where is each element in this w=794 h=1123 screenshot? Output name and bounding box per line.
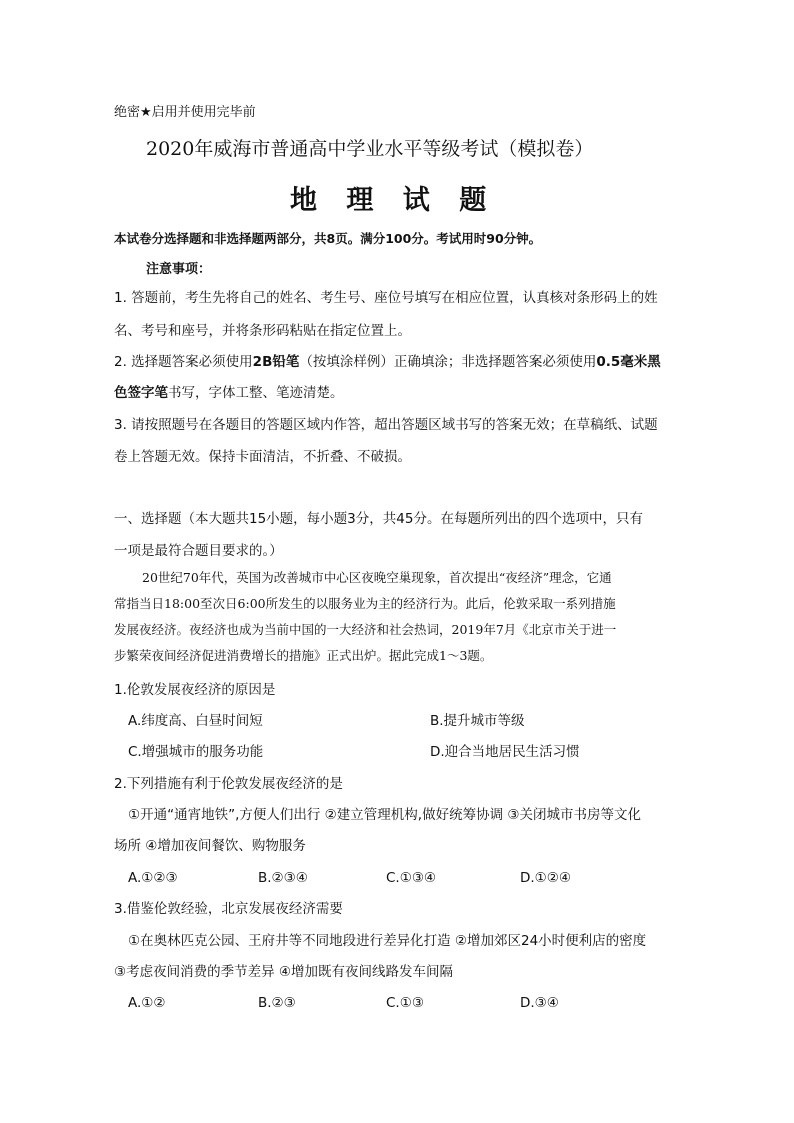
question-2-option-a: A.①②③ [128,870,178,886]
question-3-stem: 3.借鉴伦敦经验，北京发展夜经济需要 [114,901,343,917]
question-2-choices: ①开通“通宵地铁”,方便人们出行 ②建立管理机构,做好统筹协调 ③关闭城市书房等文化 [128,807,641,823]
confidential-label: 绝密★启用并使用完毕前 [114,105,256,120]
exam-title: 2020年威海市普通高中学业水平等级考试（模拟卷） [146,138,594,160]
question-3-option-a: A.①② [128,995,166,1011]
question-3-option-c: C.①③ [386,995,424,1011]
notice-item-2-cont [114,384,344,402]
subject-title: 地 理 试 题 [290,185,497,216]
notice-item-1-cont: 名、考号和座号，并将条形码粘贴在指定位置上。 [114,323,411,339]
notice-item-3-cont: 卷上答题无效。保持卡面清洁，不折叠、不破损。 [114,449,411,465]
section-heading-cont: 一项是最符合题目要求的。） [114,543,283,559]
notice-item-1: 1. 答题前，考生先将自己的姓名、考生号、座位号填写在相应位置，认真核对条形码上的姓 [114,290,658,306]
notice-item-2-bold: 2B铅笔 [252,354,300,370]
question-1-option-c: C.增强城市的服务功能 [128,744,264,760]
passage-line: 常指当日18:00至次日6:00所发生的以服务业为主的经济行为。此后，伦敦采取一系列措施 [114,596,616,611]
notice-item-2-text: 书写，字体工整、笔迹清楚。 [168,385,344,401]
notice-item-2-bold: 0.5毫米黑 [596,354,661,370]
question-2-stem: 2.下列措施有利于伦敦发展夜经济的是 [114,776,343,792]
question-2-option-d: D.①②④ [520,870,571,886]
question-1-stem: 1.伦敦发展夜经济的原因是 [114,682,276,698]
exam-intro: 本试卷分选择题和非选择题两部分，共8页。满分100分。考试用时90分钟。 [114,231,542,246]
notice-item-3: 3. 请按照题号在各题目的答题区域内作答，超出答题区域书写的答案无效；在草稿纸、试题 [114,417,658,433]
passage-line: 步繁荣夜间经济促进消费增长的措施》正式出炉。据此完成1～3题。 [114,648,493,663]
question-3-option-b: B.②③ [258,995,296,1011]
passage-line: 20世纪70年代，英国为改善城市中心区夜晚空巢现象，首次提出“夜经济”理念，它通 [142,570,612,585]
question-2-option-b: B.②③④ [258,870,308,886]
question-3-choices: ①在奥林匹克公园、王府井等不同地段进行差异化打造 ②增加郊区24小时便利店的密度 [128,933,647,949]
question-1-option-d: D.迎合当地居民生活习惯 [430,744,580,760]
notice-item-2 [114,353,661,371]
question-1-option-a: A.纬度高、白昼时间短 [128,713,263,729]
question-3-choices-cont: ③考虑夜间消费的季节差异 ④增加既有夜间线路发车间隔 [114,964,453,980]
question-2-option-c: C.①③④ [386,870,437,886]
notice-item-2-text: （按填涂样例）正确填涂；非选择题答案必须使用 [299,354,597,370]
question-2-choices-cont: 场所 ④增加夜间餐饮、购物服务 [114,838,306,854]
notice-item-2-bold: 色签字笔 [114,385,168,401]
section-heading: 一、选择题（本大题共15小题，每小题3分，共45分。在每题所列出的四个选项中，只有 [114,511,643,527]
question-1-option-b: B.提升城市等级 [430,713,525,729]
question-3-option-d: D.③④ [520,995,559,1011]
notice-heading: 注意事项： [146,262,212,277]
passage-line: 发展夜经济。夜经济也成为当前中国的一大经济和社会热词，2019年7月《北京市关于进一 [114,622,617,637]
notice-item-2-text: 2. 选择题答案必须使用 [114,354,253,370]
